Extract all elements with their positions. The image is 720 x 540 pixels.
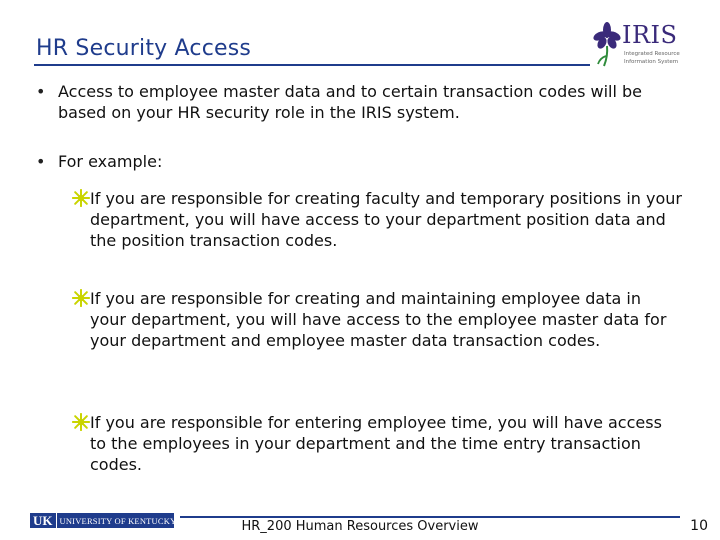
footer-course-title: HR_200 Human Resources Overview (241, 519, 479, 534)
sub-bullet (72, 288, 682, 351)
sub-bullet (72, 412, 682, 475)
iris-logo-subtitle-1: Integrated Resource (624, 51, 680, 57)
starburst-bullet-icon (72, 189, 90, 207)
iris-logo-word: IRIS (622, 21, 678, 49)
starburst-bullet-icon (72, 289, 90, 307)
title-underline (34, 64, 590, 66)
iris-logo (592, 20, 680, 70)
sub-bullet-text: If you are responsible for entering employee time, you will have access to the employees in your department and the time entry transaction codes. (90, 413, 662, 474)
footer-rule (180, 516, 680, 518)
bullet-text: Access to employee master data and to certain transaction codes will be based on your HR security role in the IRIS system. (58, 82, 642, 122)
university-name: UNIVERSITY OF KENTUCKY (59, 515, 177, 526)
iris-flower-icon (592, 20, 622, 70)
page-number: 10 (690, 518, 708, 534)
university-initials: UK (30, 513, 57, 529)
iris-logo-subtitle-2: Information System (624, 59, 679, 65)
starburst-bullet-icon (72, 413, 90, 431)
bullet-text: For example: (58, 152, 163, 171)
sub-bullet-text: If you are responsible for creating faculty and temporary positions in your department, you will have access to your department position data and the position transaction codes. (90, 189, 682, 250)
bullet-dot-icon: • (36, 82, 46, 101)
sub-bullet (72, 188, 682, 251)
sub-bullet-text: If you are responsible for creating and maintaining employee data in your department, you will have access to the employee master data for your department and employee master data transaction codes. (90, 289, 667, 350)
bullet-dot-icon: • (36, 152, 46, 171)
slide-title: HR Security Access (36, 36, 252, 61)
